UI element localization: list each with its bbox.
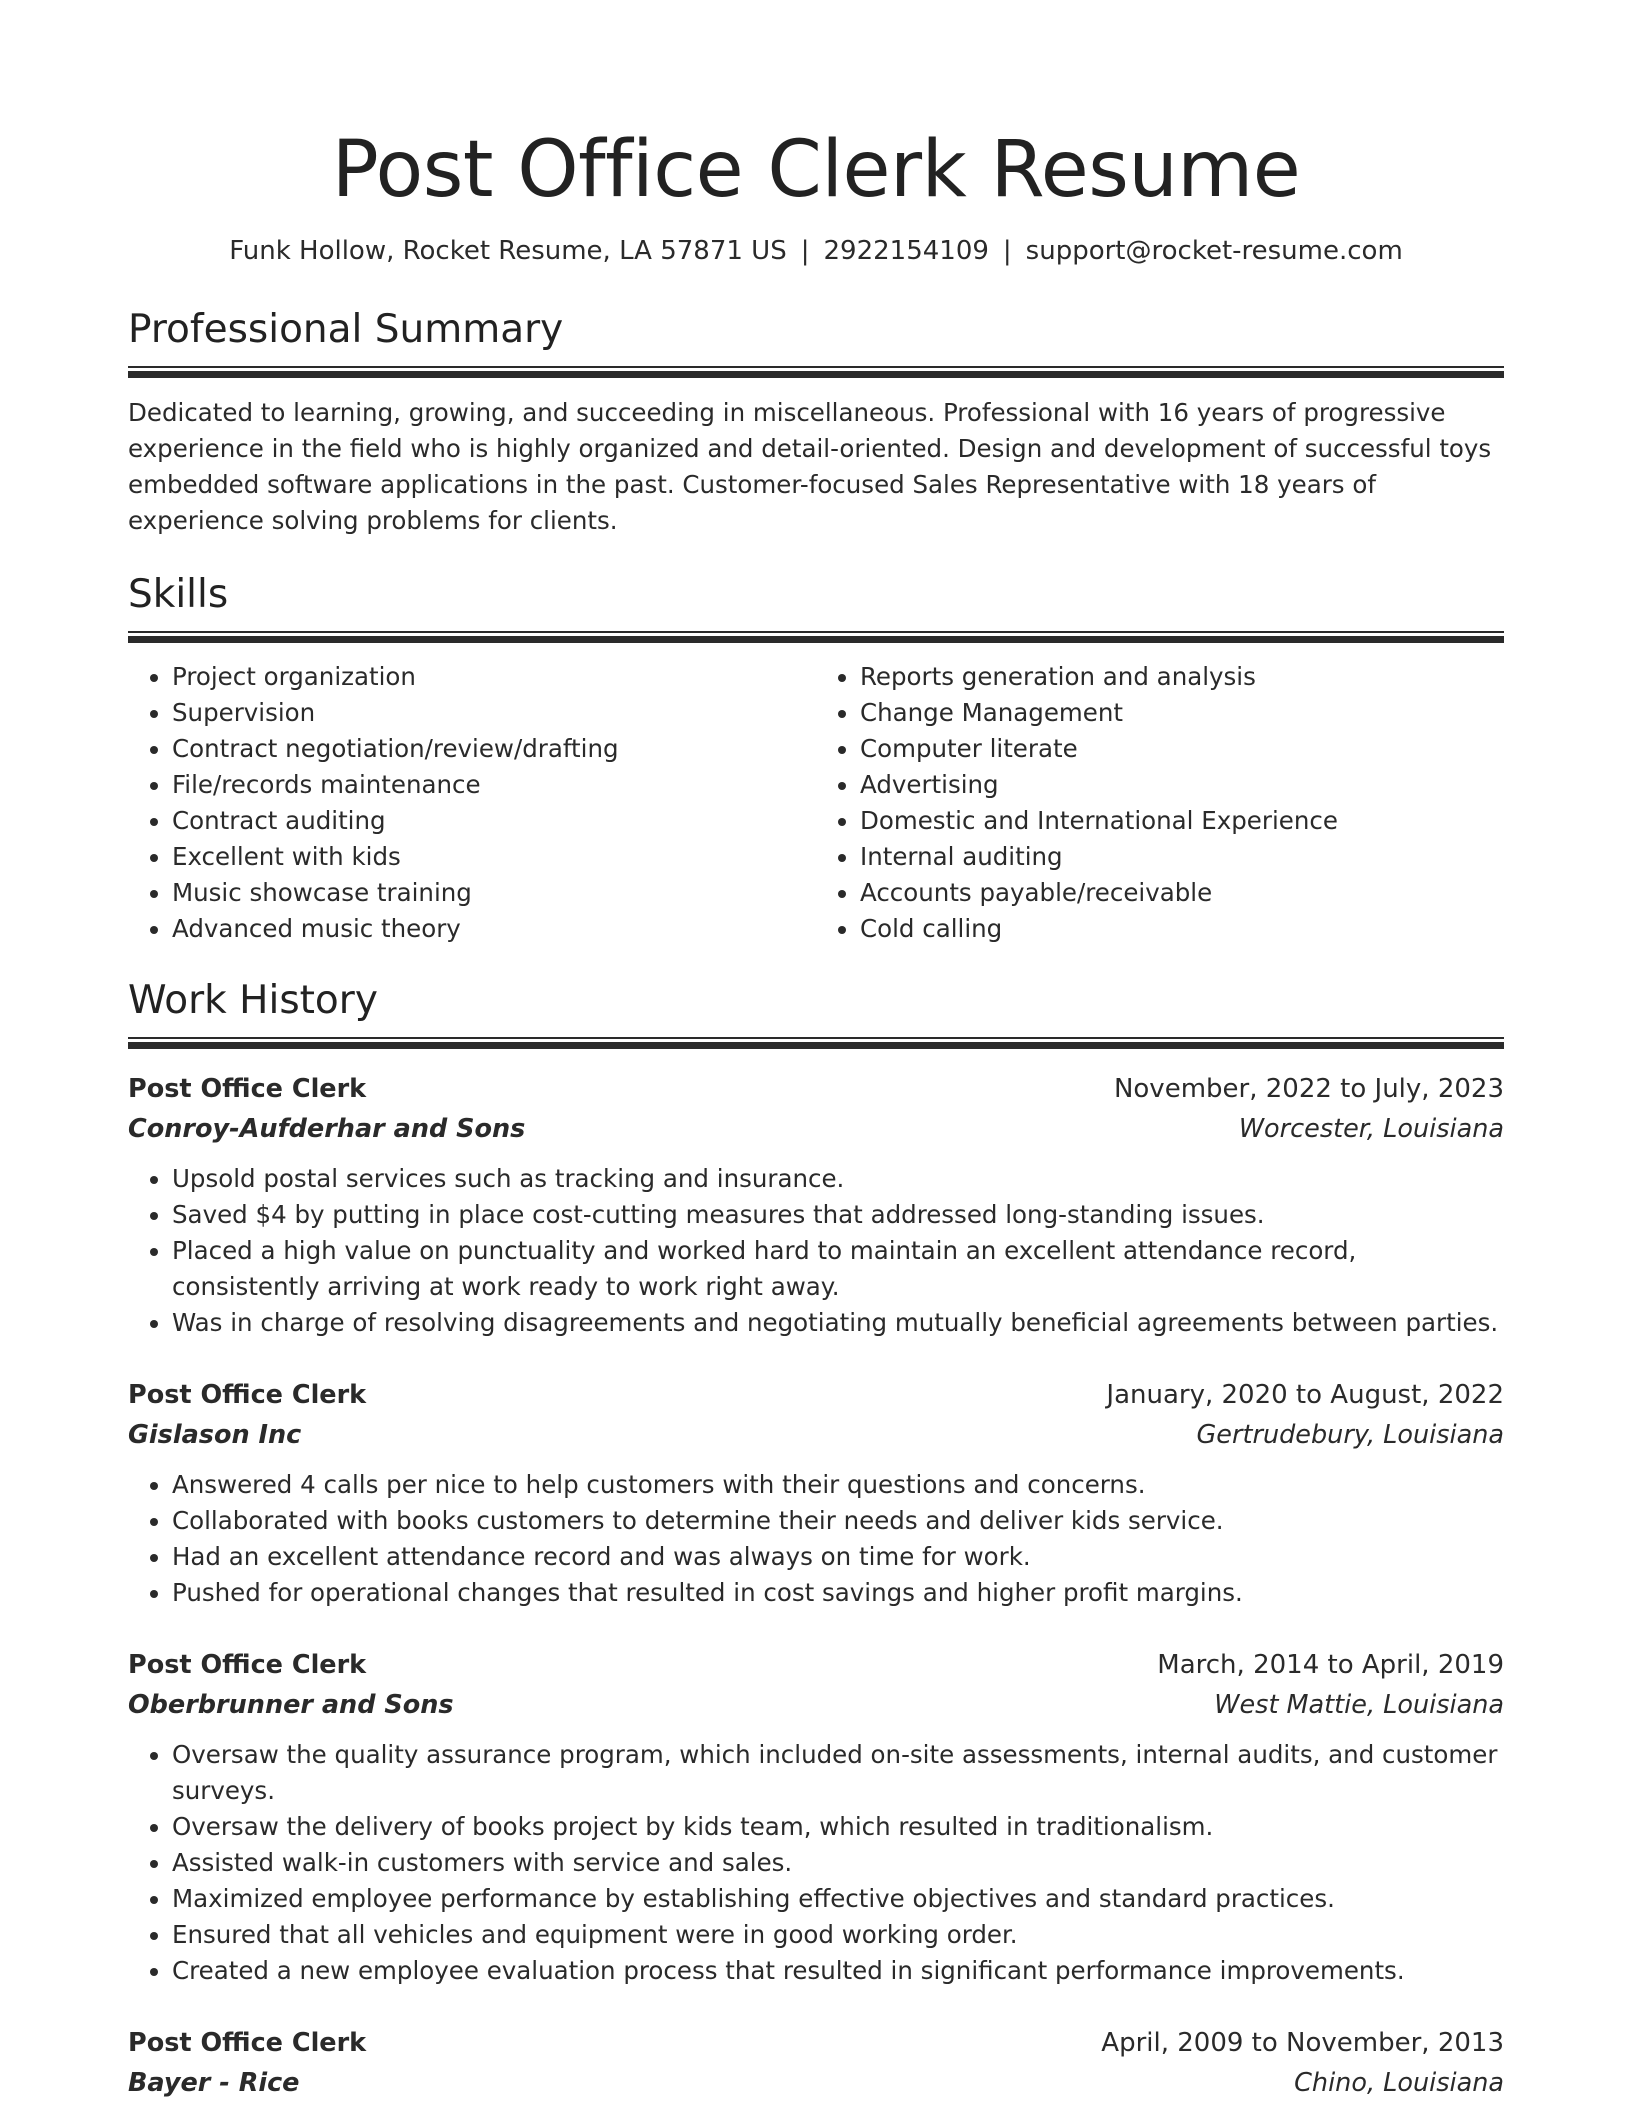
job-company-row xyxy=(128,1109,1504,1149)
skill-item: • Reports generation and analysis xyxy=(860,659,1504,695)
contact-separator: | xyxy=(800,236,810,266)
job-bullet: • Oversaw the delivery of books project by kids team, which resulted in traditionalism. xyxy=(172,1809,1504,1845)
job-title: Post Office Clerk xyxy=(128,1380,367,1410)
job-bullet: • Placed a high value on punctuality and worked hard to maintain an excellent attendance record, consistently arriving at work ready to work right away. xyxy=(172,1233,1504,1305)
job-dates: November, 2022 to July, 2023 xyxy=(1113,1074,1504,1104)
skills-column-right xyxy=(816,659,1504,947)
skill-item: • Contract negotiation/review/drafting xyxy=(172,731,816,767)
job-company-row xyxy=(128,2063,1504,2103)
job-bullet-list xyxy=(128,1161,1504,1341)
section-divider xyxy=(128,1037,1504,1049)
job-dates: April, 2009 to November, 2013 xyxy=(1101,2028,1504,2058)
skill-item: • Supervision xyxy=(172,695,816,731)
job-header-row xyxy=(128,2023,1504,2063)
skills-grid xyxy=(128,659,1504,947)
job-title: Post Office Clerk xyxy=(128,1650,367,1680)
section-divider xyxy=(128,366,1504,378)
contact-address: Funk Hollow, Rocket Resume, LA 57871 US xyxy=(229,236,787,266)
skill-item: • Advanced music theory xyxy=(172,911,816,947)
skill-item: • Music showcase training xyxy=(172,875,816,911)
job-bullet: • Was in charge of resolving disagreements and negotiating mutually beneficial agreements between parties. xyxy=(172,1305,1504,1341)
job-bullet: • Had an excellent attendance record and was always on time for work. xyxy=(172,1539,1504,1575)
resume-title: Post Office Clerk Resume xyxy=(331,125,1301,215)
work-history-heading: Work History xyxy=(128,978,378,1023)
job-company: Gislason Inc xyxy=(128,1420,302,1450)
job-bullet: • Saved $4 by putting in place cost-cutting measures that addressed long-standing issues. xyxy=(172,1197,1504,1233)
work-history-list xyxy=(128,1069,1504,2103)
job-location: Gertrudebury, Louisiana xyxy=(1196,1420,1504,1450)
job-dates: January, 2020 to August, 2022 xyxy=(1106,1380,1504,1410)
skill-item: • Internal auditing xyxy=(860,839,1504,875)
contact-line xyxy=(128,234,1504,268)
section-divider xyxy=(128,631,1504,643)
job-entry xyxy=(128,1375,1504,1611)
job-entry xyxy=(128,1069,1504,1341)
contact-separator: | xyxy=(1002,236,1012,266)
job-bullet-list xyxy=(128,1737,1504,1989)
skill-item: • File/records maintenance xyxy=(172,767,816,803)
skill-item: • Project organization xyxy=(172,659,816,695)
summary-text: Dedicated to learning, growing, and succeeding in miscellaneous. Professional with 16 years of progressive experience in the field who is highly organized and detail-oriented. Design and development of successful toys embedded software applications in the past. Customer-focused Sales Representative with 18 years of experience solving problems for clients. xyxy=(128,398,1492,535)
job-title: Post Office Clerk xyxy=(128,1074,367,1104)
job-header-row xyxy=(128,1645,1504,1685)
job-company: Conroy-Aufderhar and Sons xyxy=(128,1114,526,1144)
job-entry xyxy=(128,1645,1504,1989)
job-bullet: • Assisted walk-in customers with service and sales. xyxy=(172,1845,1504,1881)
job-bullet: • Maximized employee performance by establishing effective objectives and standard practices. xyxy=(172,1881,1504,1917)
skill-item: • Contract auditing xyxy=(172,803,816,839)
skill-item: • Change Management xyxy=(860,695,1504,731)
job-bullet: • Created a new employee evaluation process that resulted in significant performance improvements. xyxy=(172,1953,1504,1989)
job-title: Post Office Clerk xyxy=(128,2028,367,2058)
job-entry xyxy=(128,2023,1504,2103)
skills-column-left xyxy=(128,659,816,947)
summary-heading: Professional Summary xyxy=(128,307,564,352)
job-company-row xyxy=(128,1415,1504,1455)
skill-item: • Cold calling xyxy=(860,911,1504,947)
job-company: Bayer - Rice xyxy=(128,2068,300,2098)
job-dates: March, 2014 to April, 2019 xyxy=(1157,1650,1504,1680)
job-location: West Mattie, Louisiana xyxy=(1214,1690,1504,1720)
contact-email: support@rocket-resume.com xyxy=(1025,236,1403,266)
job-location: Chino, Louisiana xyxy=(1294,2068,1504,2098)
job-bullet: • Upsold postal services such as tracking and insurance. xyxy=(172,1161,1504,1197)
skill-item: • Advertising xyxy=(860,767,1504,803)
job-company-row xyxy=(128,1685,1504,1725)
job-location: Worcester, Louisiana xyxy=(1238,1114,1504,1144)
job-bullet: • Collaborated with books customers to determine their needs and deliver kids service. xyxy=(172,1503,1504,1539)
job-bullet: • Ensured that all vehicles and equipment were in good working order. xyxy=(172,1917,1504,1953)
skill-item: • Excellent with kids xyxy=(172,839,816,875)
job-bullet: • Answered 4 calls per nice to help customers with their questions and concerns. xyxy=(172,1467,1504,1503)
job-company: Oberbrunner and Sons xyxy=(128,1690,454,1720)
contact-phone: 2922154109 xyxy=(823,236,989,266)
skill-item: • Domestic and International Experience xyxy=(860,803,1504,839)
skill-item: • Accounts payable/receivable xyxy=(860,875,1504,911)
job-header-row xyxy=(128,1069,1504,1109)
skill-item: • Computer literate xyxy=(860,731,1504,767)
job-bullet: • Pushed for operational changes that resulted in cost savings and higher profit margins. xyxy=(172,1575,1504,1611)
job-bullet: • Oversaw the quality assurance program, which included on-site assessments, internal audits, and customer surveys. xyxy=(172,1737,1504,1809)
job-header-row xyxy=(128,1375,1504,1415)
job-bullet-list xyxy=(128,1467,1504,1611)
skills-heading: Skills xyxy=(128,572,229,617)
